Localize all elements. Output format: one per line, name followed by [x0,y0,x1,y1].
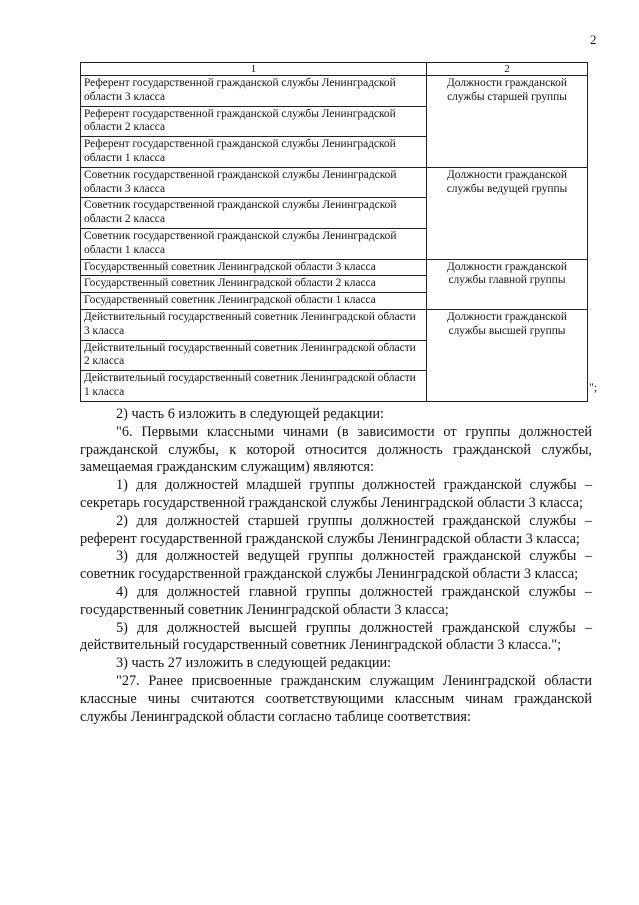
rank-correspondence-table [80,62,588,402]
group-cell: Должности гражданской службы высшей группы [427,309,588,401]
group-cell: Должности гражданской службы ведущей группы [427,167,588,259]
table-row [81,167,588,198]
rank-cell: Действительный государственный советник Ленинградской области 3 класса [81,309,427,340]
table-header-row [81,63,588,76]
paragraph: 4) для должностей главной группы должностей гражданской службы – государственный советник Ленинградской области 3 класса; [80,583,592,618]
rank-cell: Советник государственной гражданской службы Ленинградской области 2 класса [81,198,427,229]
rank-cell: Референт государственной гражданской службы Ленинградской области 3 класса [81,76,427,107]
paragraph: "6. Первыми классными чинами (в зависимости от группы должностей гражданской службы, к которой относится должность гражданской службы, замещаемая гражданским служащим) являются: [80,423,592,476]
rank-cell: Действительный государственный советник Ленинградской области 1 класса [81,371,427,402]
paragraph: 3) для должностей ведущей группы должностей гражданской службы – советник государственной гражданской службы Ленинградской области 3 класса; [80,548,592,583]
rank-cell: Советник государственной гражданской службы Ленинградской области 1 класса [81,228,427,259]
rank-cell: Государственный советник Ленинградской области 3 класса [81,259,427,276]
document-body [80,406,592,726]
rank-cell: Референт государственной гражданской службы Ленинградской области 1 класса [81,137,427,168]
rank-cell: Действительный государственный советник Ленинградской области 2 класса [81,340,427,371]
table-row [81,259,588,276]
rank-cell: Советник государственной гражданской службы Ленинградской области 3 класса [81,167,427,198]
column-header-1: 1 [81,63,427,76]
paragraph: 2) для должностей старшей группы должностей гражданской службы – референт государственной гражданской службы Ленинградской области 3 класса; [80,512,592,547]
column-header-2: 2 [427,63,588,76]
group-cell: Должности гражданской службы старшей группы [427,76,588,168]
paragraph: 3) часть 27 изложить в следующей редакции: [116,655,392,672]
rank-cell: Референт государственной гражданской службы Ленинградской области 2 класса [81,106,427,137]
group-cell: Должности гражданской службы главной группы [427,259,588,309]
table-row [81,309,588,340]
page-number: 2 [590,32,597,47]
paragraph: 1) для должностей младшей группы должностей гражданской службы – секретарь государственной гражданской службы Ленинградской области 3 класса; [80,477,592,511]
rank-cell: Государственный советник Ленинградской области 1 класса [81,293,427,310]
rank-cell: Государственный советник Ленинградской области 2 класса [81,276,427,293]
paragraph: 2) часть 6 изложить в следующей редакции: [116,406,384,422]
table-closing-quote: "; [589,380,598,394]
paragraph: 5) для должностей высшей группы должностей гражданской службы – действительный государственный советник Ленинградской области 3 класса."; [80,619,592,654]
table-row [81,76,588,107]
paragraph: "27. Ранее присвоенные гражданским служащим Ленинградской области классные чины считаются соответствующими классным чинам гражданской службы Ленинградской области согласно таблице соответствия: [80,672,592,725]
